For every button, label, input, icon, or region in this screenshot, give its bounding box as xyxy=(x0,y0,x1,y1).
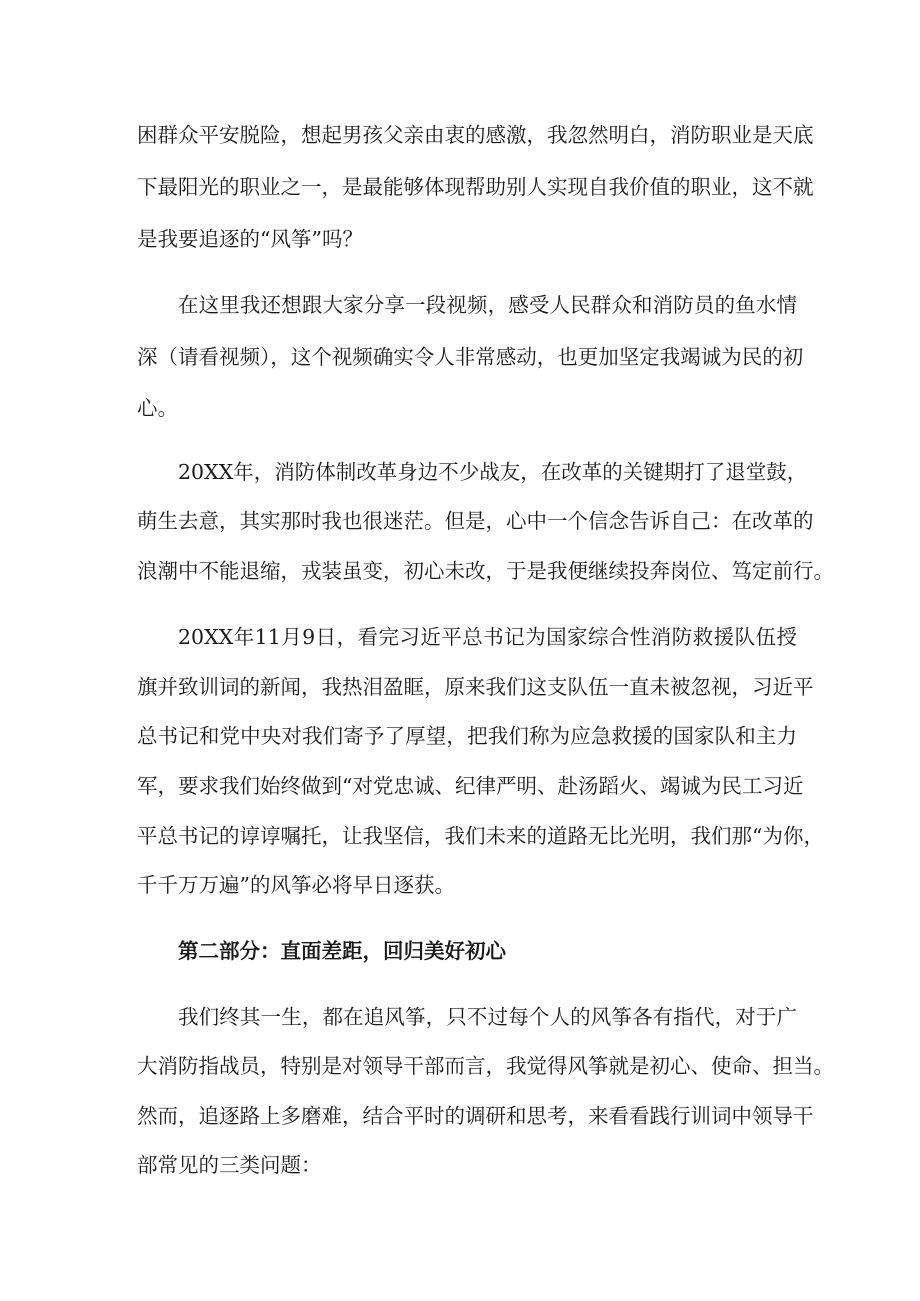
paragraph-line: 下最阳光的职业之一，是最能够体现帮助别人实现自我价值的职业，这不就 xyxy=(137,175,814,199)
paragraph-line: 旗并致训词的新闻，我热泪盈眶，原来我们这支队伍一直未被忽视，习近平 xyxy=(137,675,814,699)
paragraph-line: 萌生去意，其实那时我也很迷茫。但是，心中一个信念告诉自己：在改革的 xyxy=(137,509,814,533)
paragraph-line: 我们终其一生，都在追风筝，只不过每个人的风筝各有指代，对于广 xyxy=(178,1005,797,1029)
paragraph-line: 大消防指战员，特别是对领导干部而言，我觉得风筝就是初心、使命、担当。 xyxy=(137,1054,834,1078)
paragraph-line: 然而，追逐路上多磨难，结合平时的调研和思考，来看看践行训词中领导干 xyxy=(137,1104,814,1128)
paragraph-line: 平总书记的谆谆嘱托，让我坚信，我们未来的道路无比光明，我们那“为你， xyxy=(137,824,824,848)
paragraph-line: 心。 xyxy=(137,396,178,420)
paragraph-line: 军，要求我们始终做到“对党忠诚、纪律严明、赴汤蹈火、竭诚为民工习近 xyxy=(137,774,804,798)
paragraph-line: 20XX年，消防体制改革身边不少战友，在改革的关键期打了退堂鼓， xyxy=(178,460,808,484)
paragraph-line: 部常见的三类问题： xyxy=(137,1153,322,1177)
paragraph-line: 是我要追逐的“风筝”吗？ xyxy=(137,227,363,251)
paragraph-line: 千千万万遍”的风筝必将早日逐获。 xyxy=(137,873,455,897)
paragraph-line: 20XX年11月9日，看完习近平总书记为国家综合性消防救援队伍授 xyxy=(178,625,797,649)
paragraph-line: 总书记和党中央对我们寄予了厚望，把我们称为应急救援的国家队和主力 xyxy=(137,724,797,748)
paragraph-line: 浪潮中不能退缩，戎装虽变，初心未改，于是我便继续投奔岗位、笃定前行。 xyxy=(137,559,834,583)
section-heading: 第二部分：直面差距，回归美好初心 xyxy=(178,939,506,963)
paragraph-line: 困群众平安脱险，想起男孩父亲由衷的感激，我忽然明白，消防职业是天底 xyxy=(137,123,814,147)
paragraph-line: 在这里我还想跟大家分享一段视频，感受人民群众和消防员的鱼水情 xyxy=(178,293,797,317)
paragraph-line: 深（请看视频），这个视频确实令人非常感动，也更加坚定我竭诚为民的初 xyxy=(137,345,804,369)
